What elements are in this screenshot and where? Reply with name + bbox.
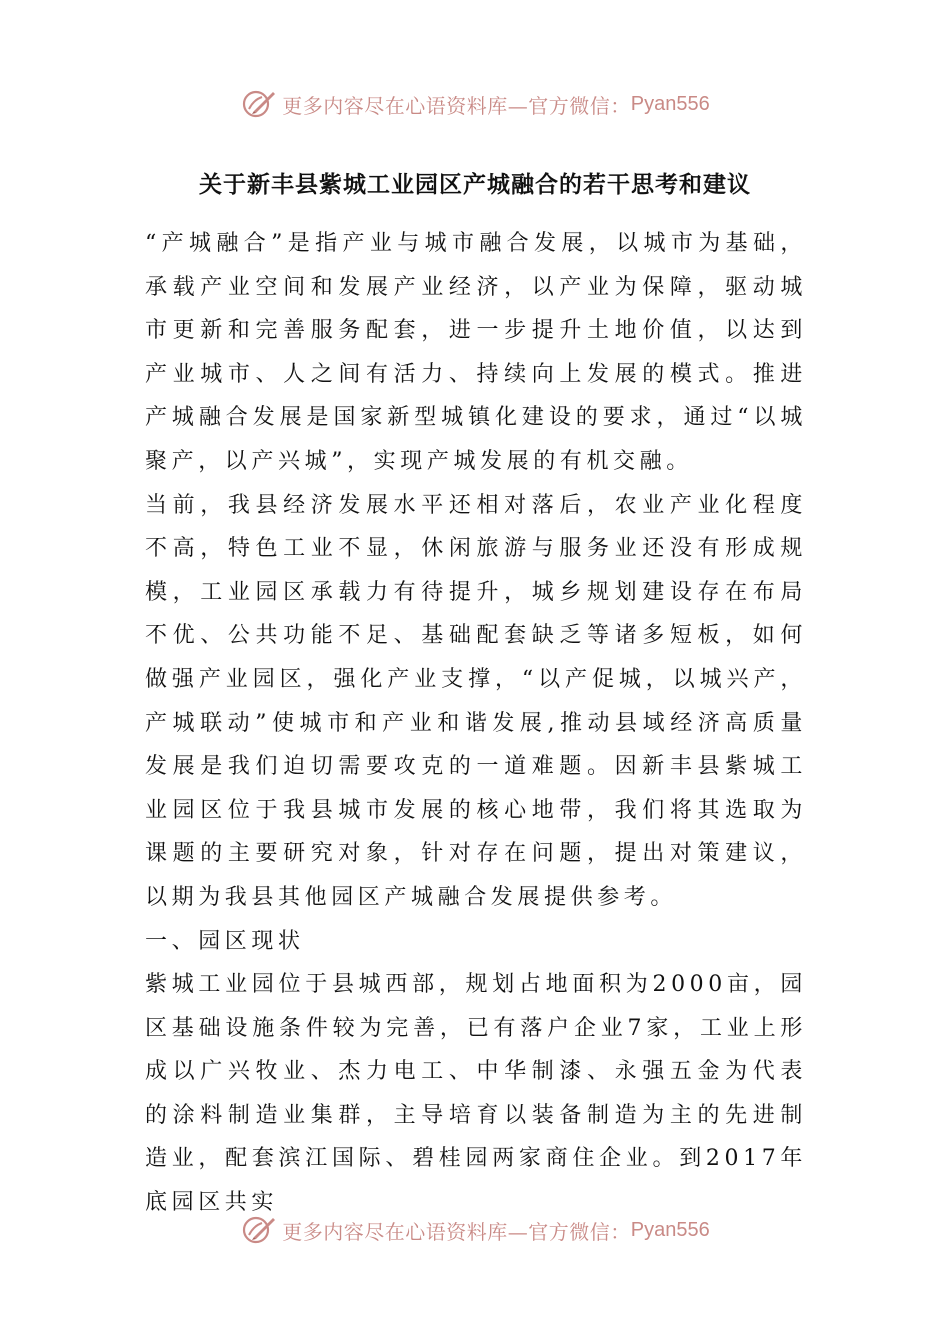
pen-logo-icon (240, 87, 276, 121)
pen-logo-icon (240, 1213, 276, 1247)
intro-paragraph: “产城融合”是指产业与城市融合发展，以城市为基础，承载产业空间和发展产业经济，以产业为保障，驱动城市更新和完善服务配套，进一步提升土地价值，以达到产业城市、人之间有活力、持续向上发展的模式。推进产城融合发展是国家新型城镇化建设的要求，通过“以城聚产，以产兴城”，实现产城发展的有机交融。 (145, 231, 807, 474)
watermark-wechat-id: Pyan556 (630, 1218, 710, 1241)
document-title: 关于新丰县紫城工业园区产城融合的若干思考和建议 (199, 171, 751, 198)
section-heading: 一、园区现状 (145, 928, 305, 954)
footer-watermark (0, 1210, 950, 1250)
watermark-text: 更多内容尽在心语资料库—官方微信： (282, 93, 631, 118)
header-watermark (0, 84, 950, 124)
watermark-text: 更多内容尽在心语资料库—官方微信： (282, 1219, 631, 1244)
park-status-paragraph: 紫城工业园位于县城西部，规划占地面积为2000亩，园区基础设施条件较为完善，已有落户企业7家，工业上形成以广兴牧业、杰力电工、中华制漆、永强五金为代表的涂料制造业集群，主导培育以装备制造为主的先进制造业，配套滨江国际、碧桂园两家商住企业。到2017年底园区共实 (145, 972, 807, 1216)
watermark-wechat-id: Pyan556 (630, 92, 710, 115)
document-body (145, 222, 807, 1225)
current-situation-paragraph: 当前，我县经济发展水平还相对落后，农业产业化程度不高，特色工业不显，休闲旅游与服务业还没有形成规模，工业园区承载力有待提升，城乡规划建设存在布局不优、公共功能不足、基础配套缺乏等诸多短板，如何做强产业园区，强化产业支撑，“以产促城，以城兴产，产城联动”使城市和产业和谐发展,推动县域经济高质量发展是我们迫切需要攻克的一道难题。因新丰县紫城工业园区位于我县城市发展的核心地带，我们将其选取为课题的主要研究对象，针对存在问题，提出对策建议，以期为我县其他园区产城融合发展提供参考。 (145, 492, 807, 910)
